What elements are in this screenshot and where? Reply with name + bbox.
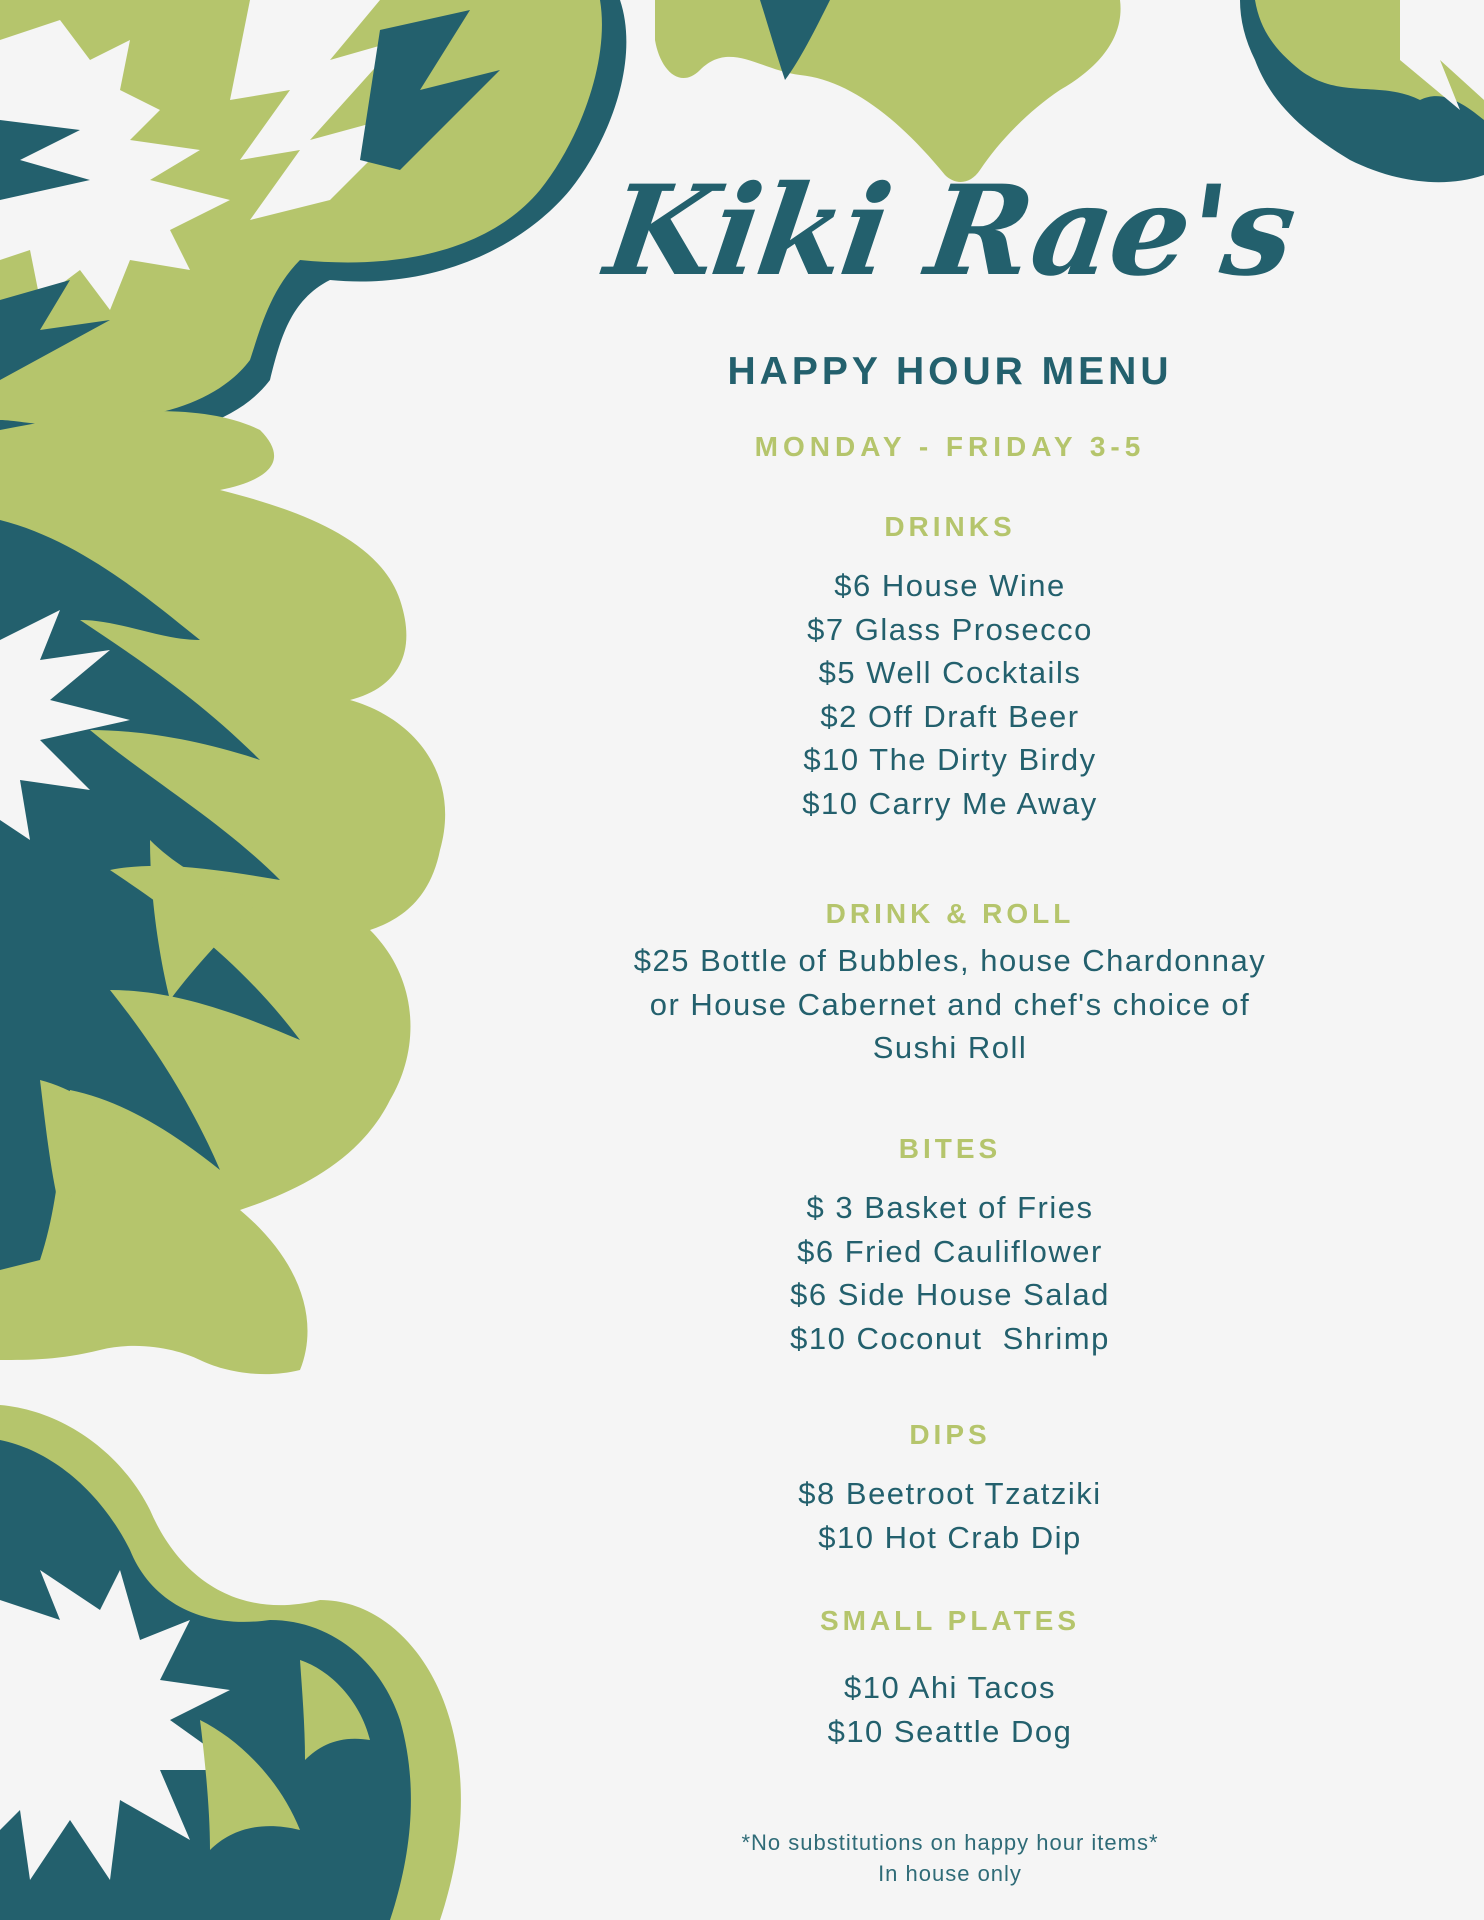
hours-label: MONDAY - FRIDAY 3-5 — [754, 431, 1146, 462]
description-line: Sushi Roll — [872, 1030, 1028, 1066]
description-line: or House Cabernet and chef's choice of — [649, 986, 1251, 1022]
menu-item: $10 Carry Me Away — [802, 785, 1098, 821]
menu-item: $10 Coconut Shrimp — [790, 1320, 1110, 1356]
section-bites — [560, 1132, 1340, 1360]
menu-item: $ 3 Basket of Fries — [806, 1190, 1094, 1225]
menu-item: $10 The Dirty Birdy — [803, 742, 1097, 778]
section-dips — [560, 1418, 1340, 1559]
section-title: SMALL PLATES — [819, 1605, 1081, 1636]
item-list — [560, 1472, 1340, 1559]
item-list — [560, 939, 1340, 1070]
item-list — [560, 564, 1340, 826]
item-list — [560, 1186, 1340, 1360]
section-small-plates — [560, 1604, 1340, 1753]
menu-item: $10 Hot Crab Dip — [818, 1519, 1082, 1555]
top-left-flower — [0, 0, 626, 444]
section-drinks — [560, 510, 1340, 826]
menu-item: $7 Glass Prosecco — [807, 611, 1093, 647]
menu-item: $5 Well Cocktails — [818, 655, 1082, 691]
menu-item: $8 Beetroot Tzatziki — [798, 1476, 1102, 1511]
section-title: DRINKS — [884, 511, 1016, 542]
menu-item: $10 Seattle Dog — [827, 1713, 1073, 1749]
menu-content — [560, 0, 1340, 1920]
section-drink-roll — [560, 897, 1340, 1070]
section-title: BITES — [898, 1133, 1002, 1164]
menu-item: $6 Side House Salad — [790, 1277, 1110, 1313]
menu-item: $2 Off Draft Beer — [820, 698, 1080, 734]
brand-logo: Kiki Rae's — [597, 159, 1303, 304]
in-house-note: In house only — [878, 1861, 1022, 1886]
footer-note — [560, 1827, 1340, 1889]
menu-item: $6 House Wine — [834, 568, 1066, 603]
item-list — [560, 1666, 1340, 1753]
menu-item: $6 Fried Cauliflower — [797, 1233, 1103, 1269]
section-title: DIPS — [909, 1419, 991, 1450]
substitution-note: *No substitutions on happy hour items* — [741, 1830, 1159, 1855]
section-title: DRINK & ROLL — [825, 898, 1075, 929]
description-line: $25 Bottle of Bubbles, house Chardonnay — [633, 943, 1267, 978]
bottom-left-flower — [0, 1405, 461, 1920]
page-title: HAPPY HOUR MENU — [727, 350, 1173, 393]
menu-item: $10 Ahi Tacos — [844, 1670, 1056, 1705]
middle-left-leaf — [0, 411, 445, 1374]
